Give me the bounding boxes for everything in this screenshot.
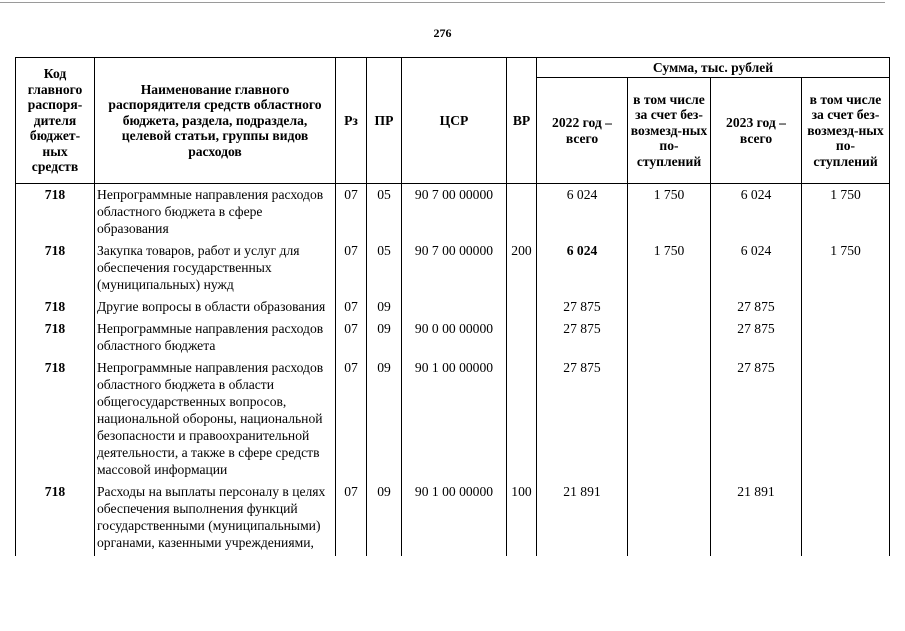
table-row [16,298,890,320]
cell-2022-free [628,320,711,359]
cell-name: Непрограммные направления расходов областного бюджета в области общегосударственных вопросов, национальной обороны, национальной безопасности и правоохранительной деятельности, а также в сфере средств массовой информации [95,359,336,483]
cell-2022-total: 27 875 [537,320,628,359]
table-row [16,184,890,243]
header-sum-group: Сумма, тыс. рублей [537,58,890,78]
cell-csr: 90 1 00 00000 [402,483,507,556]
cell-pr: 05 [367,184,402,243]
cell-2022-free [628,359,711,483]
header-2022-free: в том числе за счет без-возмезд-ных по-ступлений [628,78,711,184]
cell-code: 718 [16,298,95,320]
cell-code: 718 [16,242,95,298]
header-pr: ПР [367,58,402,184]
cell-2022-total: 21 891 [537,483,628,556]
header-rz: Рз [336,58,367,184]
cell-rz: 07 [336,483,367,556]
cell-2022-total: 6 024 [537,242,628,298]
cell-csr: 90 7 00 00000 [402,184,507,243]
cell-2023-free [802,359,890,483]
cell-2023-total: 6 024 [711,242,802,298]
header-name: Наименование главного распорядителя средств областного бюджета, раздела, подраздела, целевой статьи, группы видов расходов [95,58,336,184]
cell-csr: 90 1 00 00000 [402,359,507,483]
cell-code: 718 [16,359,95,483]
cell-rz: 07 [336,184,367,243]
cell-rz: 07 [336,320,367,359]
cell-csr: 90 7 00 00000 [402,242,507,298]
cell-2022-total: 27 875 [537,359,628,483]
cell-pr: 09 [367,483,402,556]
header-2023-total: 2023 год – всего [711,78,802,184]
top-rule [0,2,885,3]
cell-2023-total: 27 875 [711,320,802,359]
table-row [16,242,890,298]
cell-vr [507,184,537,243]
cell-vr [507,320,537,359]
cell-csr: 90 0 00 00000 [402,320,507,359]
cell-2023-total: 27 875 [711,359,802,483]
cell-vr: 100 [507,483,537,556]
cell-rz: 07 [336,242,367,298]
cell-pr: 05 [367,242,402,298]
cell-pr: 09 [367,298,402,320]
cell-pr: 09 [367,320,402,359]
page-number: 276 [433,26,452,40]
header-vr: ВР [507,58,537,184]
header-code: Код главного распоря-дителя бюджет-ных средств [16,58,95,184]
cell-2023-free [802,298,890,320]
cell-name: Закупка товаров, работ и услуг для обеспечения государственных (муниципальных) нужд [95,242,336,298]
cell-name: Непрограммные направления расходов областного бюджета [95,320,336,359]
cell-2023-free [802,483,890,556]
header-2022-total: 2022 год – всего [537,78,628,184]
cell-2022-free: 1 750 [628,184,711,243]
table-row [16,320,890,359]
budget-table [15,57,890,556]
cell-vr: 200 [507,242,537,298]
cell-csr [402,298,507,320]
cell-2023-total: 6 024 [711,184,802,243]
cell-name: Расходы на выплаты персоналу в целях обеспечения выполнения функций государственными (муниципальными) органами, казенными учреждениями, [95,483,336,556]
cell-code: 718 [16,483,95,556]
cell-2022-free [628,298,711,320]
cell-2023-free: 1 750 [802,242,890,298]
table-row [16,483,890,556]
cell-2023-total: 27 875 [711,298,802,320]
header-row-top [16,58,890,78]
cell-rz: 07 [336,359,367,483]
cell-2023-free: 1 750 [802,184,890,243]
table-body [16,184,890,557]
cell-name: Другие вопросы в области образования [95,298,336,320]
cell-code: 718 [16,184,95,243]
cell-code: 718 [16,320,95,359]
table-row [16,359,890,483]
cell-pr: 09 [367,359,402,483]
cell-2022-total: 6 024 [537,184,628,243]
cell-2022-free: 1 750 [628,242,711,298]
cell-2023-free [802,320,890,359]
cell-2022-free [628,483,711,556]
header-2023-free: в том числе за счет без-возмезд-ных по-ступлений [802,78,890,184]
cell-vr [507,298,537,320]
cell-vr [507,359,537,483]
cell-2022-total: 27 875 [537,298,628,320]
cell-2023-total: 21 891 [711,483,802,556]
header-csr: ЦСР [402,58,507,184]
cell-rz: 07 [336,298,367,320]
cell-name: Непрограммные направления расходов областного бюджета в сфере образования [95,184,336,243]
